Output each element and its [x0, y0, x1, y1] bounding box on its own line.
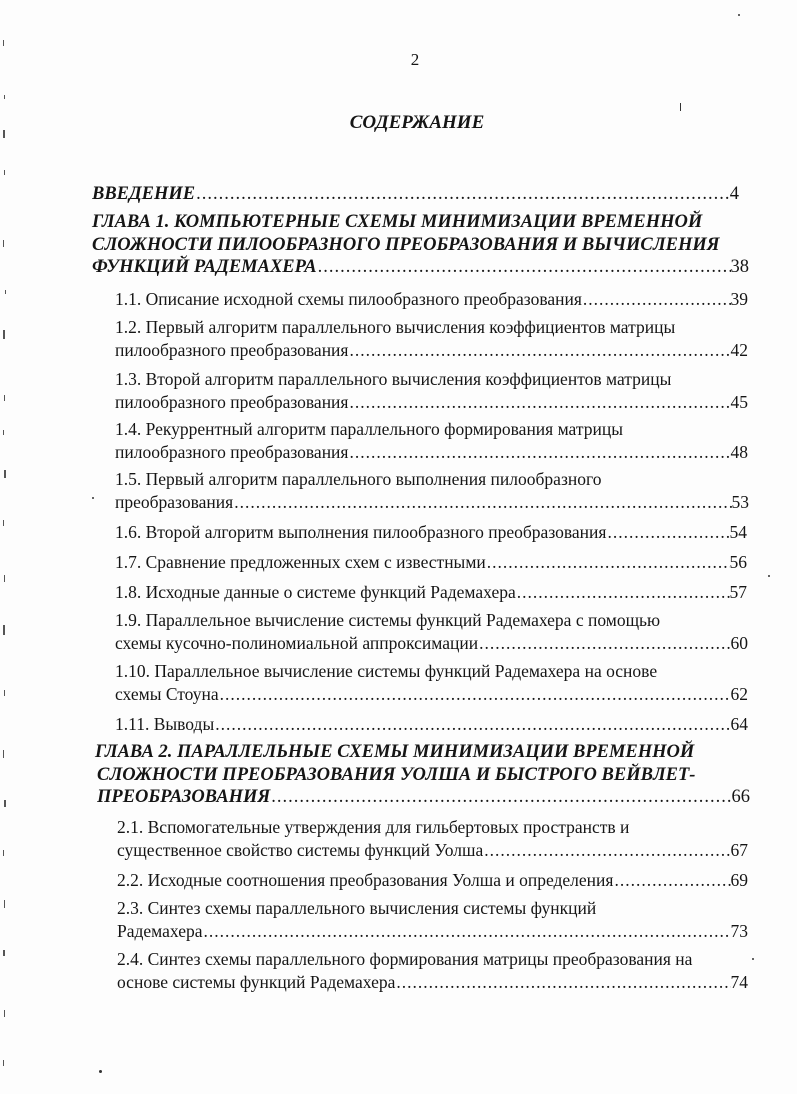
toc-entry-1-7[interactable]: [115, 548, 747, 574]
scan-speck: [99, 1070, 102, 1073]
toc-entry-2-1-line1[interactable]: 2.1. Вспомогательные утверждения для гильбертовых пространств и: [117, 817, 630, 837]
toc-entry-chapter-2[interactable]: [97, 784, 750, 808]
toc-entry-1-4[interactable]: [115, 438, 748, 464]
toc-entry-1-1-title: 1.1. Описание исходной схемы пилообразного преобразования: [115, 289, 582, 309]
toc-entry-1-2-page: 42: [730, 340, 748, 360]
toc-entry-2-3-line2: Радемахера: [117, 921, 203, 941]
toc-entry-1-10-page: 62: [730, 684, 748, 704]
dot-leader: [486, 550, 730, 574]
toc-entry-1-9[interactable]: [115, 629, 748, 655]
toc-entry-1-9-line2: схемы кусочно-полиномиальной аппроксимации: [115, 633, 479, 653]
toc-entry-1-1-page: 39: [730, 289, 748, 309]
toc-entry-2-4[interactable]: [117, 968, 748, 994]
toc-entry-2-3-line1[interactable]: 2.3. Синтез схемы параллельного вычисления системы функций: [117, 898, 597, 918]
toc-entry-2-4-page: 74: [730, 972, 748, 992]
toc-entry-1-4-page: 48: [730, 442, 748, 462]
toc-entry-intro-page: 4: [729, 184, 739, 204]
dot-leader: [516, 580, 730, 604]
toc-entry-1-3[interactable]: [115, 388, 748, 414]
toc-entry-1-10-line2: схемы Стоуна: [115, 684, 219, 704]
toc-entry-1-6[interactable]: [115, 518, 747, 544]
toc-entry-1-4-line2: пилообразного преобразования: [115, 442, 349, 462]
toc-entry-1-10[interactable]: [115, 680, 748, 706]
toc-entry-1-9-line1[interactable]: 1.9. Параллельное вычисление системы функций Радемахера с помощью: [115, 610, 661, 630]
toc-entry-1-8[interactable]: [115, 578, 747, 604]
toc-chapter-1-line1[interactable]: ГЛАВА 1. КОМПЬЮТЕРНЫЕ СХЕМЫ МИНИМИЗАЦИИ ВРЕМЕННОЙ: [92, 212, 703, 232]
toc-entry-1-2-line2: пилообразного преобразования: [115, 340, 349, 360]
dot-leader: [348, 390, 730, 414]
dot-leader: [395, 970, 730, 994]
toc-entry-2-4-line2: основе системы функций Радемахера: [117, 972, 396, 992]
toc-entry-1-11[interactable]: [115, 710, 748, 736]
toc-entry-2-2[interactable]: [117, 866, 748, 892]
toc-chapter-2-line3: ПРЕОБРАЗОВАНИЯ: [97, 787, 271, 807]
page-number: 2: [410, 50, 420, 69]
toc-entry-chapter-1[interactable]: [92, 254, 749, 278]
toc-chapter-2-line1[interactable]: ГЛАВА 2. ПАРАЛЛЕЛЬНЫЕ СХЕМЫ МИНИМИЗАЦИИ ВРЕМЕННОЙ: [95, 742, 695, 762]
toc-entry-1-2-line1[interactable]: 1.2. Первый алгоритм параллельного вычисления коэффициентов матрицы: [115, 317, 676, 337]
toc-chapter-1-page: 38: [730, 257, 749, 277]
scan-speck: [92, 497, 94, 499]
toc-chapter-1-line2[interactable]: СЛОЖНОСТИ ПИЛООБРАЗНОГО ПРЕОБРАЗОВАНИЯ И ВЫЧИСЛЕНИЯ: [92, 235, 720, 255]
scan-speck: [752, 958, 754, 960]
toc-entry-2-1[interactable]: [117, 836, 748, 862]
toc-title: СОДЕРЖАНИЕ: [349, 112, 485, 133]
toc-entry-intro-title: ВВЕДЕНИЕ: [92, 184, 196, 204]
toc-entry-intro[interactable]: [92, 181, 739, 205]
scan-margin-noise: [0, 0, 14, 1094]
dot-leader: [214, 712, 730, 736]
dot-leader: [203, 919, 731, 943]
toc-entry-1-8-page: 57: [729, 582, 747, 602]
dot-leader: [195, 183, 730, 205]
scan-speck: [680, 103, 681, 111]
dot-leader: [317, 256, 731, 278]
toc-entry-2-2-title: 2.2. Исходные соотношения преобразования Уолша и определения: [117, 870, 614, 890]
toc-entry-1-3-line2: пилообразного преобразования: [115, 392, 349, 412]
dot-leader: [483, 838, 730, 862]
toc-entry-1-7-title: 1.7. Сравнение предложенных схем с известными: [115, 552, 486, 572]
toc-entry-1-3-page: 45: [730, 392, 748, 412]
toc-entry-2-1-line2: существенное свойство системы функций Уолша: [117, 840, 484, 860]
toc-entry-1-10-line1[interactable]: 1.10. Параллельное вычисление системы функций Радемахера на основе: [115, 661, 658, 681]
toc-chapter-1-line3: ФУНКЦИЙ РАДЕМАХЕРА: [92, 257, 317, 277]
toc-entry-1-5-line1[interactable]: 1.5. Первый алгоритм параллельного выполнения пилообразного: [115, 469, 602, 489]
toc-entry-1-6-title: 1.6. Второй алгоритм выполнения пилообразного преобразования: [115, 522, 607, 542]
dot-leader: [219, 682, 731, 706]
toc-entry-1-4-line1[interactable]: 1.4. Рекуррентный алгоритм параллельного формирования матрицы: [115, 419, 623, 439]
toc-entry-2-1-page: 67: [730, 840, 748, 860]
toc-chapter-2-line2[interactable]: СЛОЖНОСТИ ПРЕОБРАЗОВАНИЯ УОЛША И БЫСТРОГО ВЕЙВЛЕТ-: [97, 765, 696, 785]
toc-entry-1-11-page: 64: [730, 714, 748, 734]
toc-entry-1-1[interactable]: [115, 285, 748, 311]
toc-entry-1-11-title: 1.11. Выводы: [115, 714, 215, 734]
toc-entry-1-5-line2: преобразования: [115, 492, 234, 512]
toc-entry-1-8-title: 1.8. Исходные данные о системе функций Радемахера: [115, 582, 516, 602]
toc-entry-2-4-line1[interactable]: 2.4. Синтез схемы параллельного формирования матрицы преобразования на: [117, 949, 693, 969]
toc-entry-1-7-page: 56: [729, 552, 747, 572]
toc-entry-1-5-page: 53: [731, 492, 749, 512]
scan-speck: [738, 14, 740, 16]
toc-entry-2-3-page: 73: [730, 921, 748, 941]
toc-entry-1-2[interactable]: [115, 336, 748, 362]
toc-entry-1-3-line1[interactable]: 1.3. Второй алгоритм параллельного вычисления коэффициентов матрицы: [115, 369, 672, 389]
toc-entry-2-3[interactable]: [117, 917, 748, 943]
scan-speck: [768, 575, 770, 577]
dot-leader: [613, 868, 730, 892]
toc-entry-1-5[interactable]: [115, 488, 749, 514]
toc-entry-1-6-page: 54: [729, 522, 747, 542]
dot-leader: [478, 631, 730, 655]
toc-entry-1-9-page: 60: [730, 633, 748, 653]
dot-leader: [582, 287, 731, 311]
dot-leader: [233, 490, 731, 514]
dot-leader: [270, 786, 731, 808]
toc-chapter-2-page: 66: [731, 787, 750, 807]
dot-leader: [606, 520, 729, 544]
dot-leader: [348, 338, 730, 362]
toc-entry-2-2-page: 69: [730, 870, 748, 890]
dot-leader: [348, 440, 730, 464]
